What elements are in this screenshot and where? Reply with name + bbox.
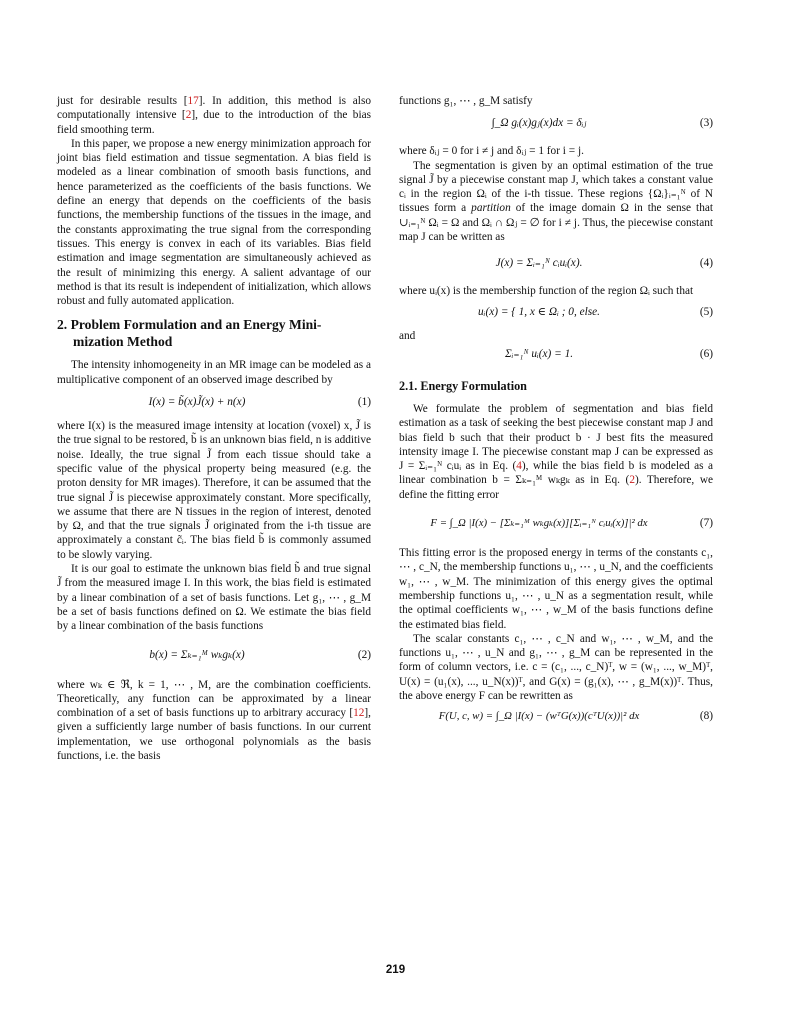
equation-2 <box>57 634 371 678</box>
equation-3 <box>399 108 713 144</box>
equation-4 <box>399 244 713 284</box>
intensity-paragraph: The intensity inhomogeneity in an MR image can be modeled as a multiplicative component of an observed image described by <box>57 359 371 386</box>
equation-7 <box>399 502 713 546</box>
intro-paragraph-end: just for desirable results [17]. In addition, this method is also computationally intensive [2], due to the introduction of the bias field smoothing term. <box>57 95 371 136</box>
proposal-paragraph: In this paper, we propose a new energy minimization approach for joint bias field estimation and tissue segmentation. A bias field is modeled as a linear combination of smooth basis functions, and hence parameterized as the coefficients of the basis functions. We define an energy that depends on the coefficients of the basis functions, the membership functions of the tissues in the image, and the constants approximating the true signal from the corresponding tissues. This energy is convex in each of its variables. Bias field estimation and image segmentation are simultaneously achieved as the result of minimizing this energy. A salient advantage of our method is that its result is independent of initialization, which allows robust and fully automated application. <box>57 137 371 308</box>
membership-paragraph: where uᵢ(x) is the membership function of the region Ωᵢ such that <box>399 285 694 298</box>
equation-1-body: I(x) = b̃(x)J̃(x) + n(x) <box>148 396 246 409</box>
page-number: 219 <box>385 964 406 976</box>
equation-2-number: (2) <box>357 648 371 661</box>
segmentation-paragraph: The segmentation is given by an optimal estimation of the true signal J̃ by a piecewise constant map J, which takes a constant value cᵢ in the region Ωᵢ of the i-th tissue. These regions {Ωᵢ}ᵢ₌₁ᴺ of N tissues form a partition of the image domain Ω in the sense that ∪ᵢ₌₁ᴺ Ωᵢ = Ω and Ωᵢ ∩ Ωⱼ = ∅ for i ≠ j. Thus, the piecewise constant map J can be written as <box>399 159 713 244</box>
right-column <box>399 94 713 733</box>
equation-8 <box>399 703 713 733</box>
equation-5-body: uᵢ(x) = { 1, x ∈ Ωᵢ ; 0, else. <box>478 305 600 318</box>
equation-4-body: J(x) = Σᵢ₌₁ᴺ cᵢuᵢ(x). <box>495 257 583 270</box>
equation-1 <box>57 387 371 419</box>
equation-6 <box>399 343 713 373</box>
equation-7-number: (7) <box>699 517 713 530</box>
equation-2-body: b(x) = Σₖ₌₁ᴹ wₖgₖ(x) <box>149 648 245 661</box>
equation-7-body: F = ∫_Ω |I(x) − [Σₖ₌₁ᴹ wₖgₖ(x)][Σᵢ₌₁ᴺ cᵢuᵢ(x)]|² dx <box>430 517 648 530</box>
citation-12[interactable]: 12 <box>353 707 365 720</box>
equation-4-number: (4) <box>699 257 713 270</box>
where-paragraph-2: where wₖ ∈ ℜ, k = 1, ⋯ , M, are the combination coefficients. Theoretically, any function can be approximated by a linear combination of a set of basis functions up to arbitrary accuracy [12], given a sufficiently large number of basis functions. In our current implementation, we use orthogonal polynomials as the basis functions, i.e. the basis <box>57 678 371 762</box>
formulation-paragraph: We formulate the problem of segmentation and bias field estimation as a task of seeking the best piecewise constant map J and bias field b such that their product b · J best fits the measured intensity image I. The piecewise constant map J can be expressed as J = Σᵢ₌₁ᴺ cᵢuᵢ as in Eq. (4), while the bias field b is modeled as a linear combination b = Σₖ₌₁ᴹ wₖgₖ as in Eq. (2). Therefore, we define the fitting error <box>399 402 713 501</box>
goal-paragraph: It is our goal to estimate the unknown bias field b̃ and true signal J̃ from the measured image I. In this work, the bias field is estimated by a linear combination of a set of basis functions. Let g₁, ⋯ , g_M be a set of basis functions defined on Ω. We estimate the bias field by a linear combination of the basis functions <box>57 563 371 633</box>
equation-6-body: Σᵢ₌₁ᴺ uᵢ(x) = 1. <box>504 347 574 360</box>
subsection-heading: 2.1. Energy Formulation <box>399 378 527 393</box>
equation-5-number: (5) <box>699 305 713 318</box>
equation-ref-4[interactable]: 4 <box>516 460 522 473</box>
equation-5 <box>399 299 713 329</box>
fitting-error-paragraph: This fitting error is the proposed energy in terms of the constants c₁, ⋯ , c_N, the membership functions u₁, ⋯ , u_N, and the coefficients w₁, ⋯ , w_M. The minimization of this energy gives the optimal membership functions u₁, ⋯ , u_N as a segmentation result, while the optimal coefficients w₁, ⋯ , w_M of the basis functions define the estimated bias field. <box>399 547 713 631</box>
equation-3-number: (3) <box>699 117 713 130</box>
section-heading: 2. Problem Formulation and an Energy Mini- mization Method <box>57 317 322 350</box>
where-paragraph-1: where I(x) is the measured image intensity at location (voxel) x, J̃ is the true signal to be restored, b̃ is an unknown bias field, n is additive noise. Ideally, the true signal J̃ from each tissue should take a specific value of the physical property being measured (e.g. the proton density for MR images). Therefore, it can be assumed that the true signal J̃ is piecewise approximately constant. More specifically, we assume that there are N tissues in the region of interest, denoted by Ω, and that the true signals J̃ originated from the i-th tissue are approximately a constant c̃ᵢ. The bias field b̃ is commonly assumed to be slowly varying. <box>57 420 371 561</box>
equation-ref-2[interactable]: 2 <box>629 474 635 487</box>
equation-8-number: (8) <box>699 710 713 723</box>
citation-2[interactable]: 2 <box>185 109 192 122</box>
citation-17[interactable]: 17 <box>187 95 199 107</box>
left-column <box>57 94 371 763</box>
delta-line: where δᵢⱼ = 0 for i ≠ j and δᵢⱼ = 1 for i = j. <box>399 145 584 158</box>
equation-3-body: ∫_Ω gᵢ(x)gⱼ(x)dx = δᵢⱼ <box>491 117 587 130</box>
equation-6-number: (6) <box>699 347 713 360</box>
and-line: and <box>399 329 416 342</box>
functions-line: functions g₁, ⋯ , g_M satisfy <box>399 95 533 107</box>
equation-8-body: F(U, c, w) = ∫_Ω |I(x) − (wᵀG(x))(cᵀU(x))|² dx <box>438 710 640 723</box>
scalar-constants-paragraph: The scalar constants c₁, ⋯ , c_N and w₁, ⋯ , w_M, and the functions u₁, ⋯ , u_N and g₁, ⋯ , g_M can be represented in the form of column vectors, i.e. c = (c₁, ..., c_N)ᵀ, w = (w₁, ..., w_M)ᵀ, U(x) = (u₁(x), ..., u_N(x))ᵀ, and G(x) = (g₁(x), ⋯ , g_M(x))ᵀ. Thus, the above energy F can be rewritten as <box>399 632 713 703</box>
equation-1-number: (1) <box>357 396 371 409</box>
